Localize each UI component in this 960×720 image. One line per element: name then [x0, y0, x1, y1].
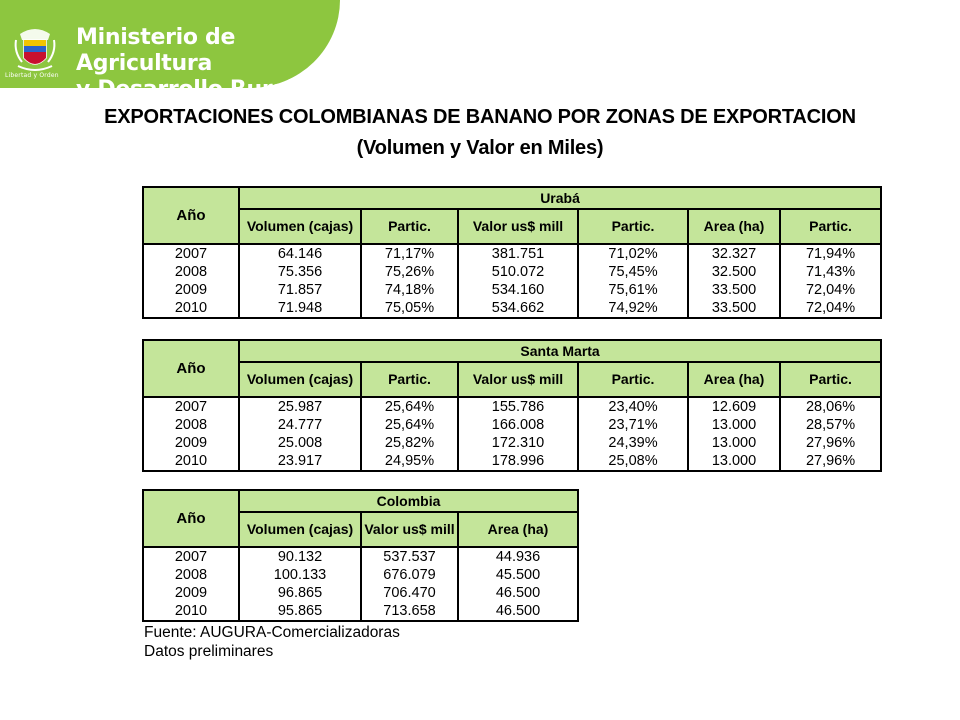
table-cell: 72,04%: [780, 281, 881, 299]
source-note: Fuente: AUGURA-Comercializadoras: [144, 624, 400, 641]
table-cell: 100.133: [239, 566, 361, 584]
table-cell: 71,94%: [780, 244, 881, 263]
table-cell: 71,43%: [780, 263, 881, 281]
table-cell: 25,82%: [361, 434, 458, 452]
column-header: Area (ha): [688, 362, 780, 397]
table-cell: 172.310: [458, 434, 578, 452]
year-header: Año: [143, 187, 239, 244]
table-cell: 75.356: [239, 263, 361, 281]
table-cell: 2010: [143, 299, 239, 318]
table-cell: 676.079: [361, 566, 458, 584]
table-cell: 2008: [143, 566, 239, 584]
table-cell: 2010: [143, 452, 239, 471]
table-cell: 27,96%: [780, 434, 881, 452]
table-cell: 75,26%: [361, 263, 458, 281]
table-cell: 381.751: [458, 244, 578, 263]
preliminary-note: Datos preliminares: [144, 643, 274, 660]
table-cell: 96.865: [239, 584, 361, 602]
table-cell: 25.008: [239, 434, 361, 452]
table-cell: 71.948: [239, 299, 361, 318]
table-cell: 13.000: [688, 452, 780, 471]
table-cell: 90.132: [239, 547, 361, 566]
column-header: Partic.: [780, 209, 881, 244]
ministry-line-2: y Desarrollo Rural: [76, 77, 295, 102]
table-cell: 537.537: [361, 547, 458, 566]
table-cell: 2010: [143, 602, 239, 621]
column-header: Partic.: [780, 362, 881, 397]
table-cell: 510.072: [458, 263, 578, 281]
table-cell: 2008: [143, 263, 239, 281]
table-cell: 64.146: [239, 244, 361, 263]
table-cell: 13.000: [688, 416, 780, 434]
table-cell: 23,71%: [578, 416, 688, 434]
column-header: Area (ha): [458, 512, 578, 547]
table-row: [143, 566, 578, 584]
table-cell: 2007: [143, 547, 239, 566]
column-header: Valor us$ mill: [458, 362, 578, 397]
table-cell: 166.008: [458, 416, 578, 434]
table-cell: 46.500: [458, 602, 578, 621]
zone-header: Colombia: [239, 490, 578, 512]
table-cell: 534.160: [458, 281, 578, 299]
column-header: Volumen (cajas): [239, 512, 361, 547]
table-cell: 25.987: [239, 397, 361, 416]
zone-header: Urabá: [239, 187, 881, 209]
zone-header: Santa Marta: [239, 340, 881, 362]
table-cell: 25,64%: [361, 397, 458, 416]
column-header: Partic.: [361, 362, 458, 397]
table-cell: 23.917: [239, 452, 361, 471]
santa-marta-table: [142, 339, 882, 472]
table-cell: 2008: [143, 416, 239, 434]
table-cell: 23,40%: [578, 397, 688, 416]
table-cell: 32.500: [688, 263, 780, 281]
year-header: Año: [143, 340, 239, 397]
table-cell: 44.936: [458, 547, 578, 566]
table-cell: 2009: [143, 584, 239, 602]
table-row: [143, 602, 578, 621]
page-title: EXPORTACIONES COLOMBIANAS DE BANANO POR ZONAS DE EXPORTACION: [104, 106, 856, 128]
table-cell: 2007: [143, 244, 239, 263]
ministry-banner: [0, 0, 340, 102]
uraba-table: [142, 186, 882, 319]
table-cell: 95.865: [239, 602, 361, 621]
table-cell: 2007: [143, 397, 239, 416]
table-row: [143, 397, 881, 416]
year-header: Año: [143, 490, 239, 547]
table-row: [143, 244, 881, 263]
table-cell: 25,64%: [361, 416, 458, 434]
table-row: [143, 299, 881, 318]
table-cell: 25,08%: [578, 452, 688, 471]
table-row: [143, 452, 881, 471]
column-header: Volumen (cajas): [239, 362, 361, 397]
table-cell: 32.327: [688, 244, 780, 263]
table-cell: 74,92%: [578, 299, 688, 318]
table-cell: 75,05%: [361, 299, 458, 318]
table-cell: 534.662: [458, 299, 578, 318]
column-header: Valor us$ mill: [361, 512, 458, 547]
table-cell: 2009: [143, 281, 239, 299]
table-cell: 24.777: [239, 416, 361, 434]
table-cell: 71.857: [239, 281, 361, 299]
ministry-name: [76, 25, 340, 103]
table-cell: 45.500: [458, 566, 578, 584]
table-cell: 2009: [143, 434, 239, 452]
table-row: [143, 416, 881, 434]
table-cell: 46.500: [458, 584, 578, 602]
table-cell: 13.000: [688, 434, 780, 452]
table-cell: 33.500: [688, 299, 780, 318]
column-header: Partic.: [361, 209, 458, 244]
table-row: [143, 263, 881, 281]
table-cell: 24,95%: [361, 452, 458, 471]
table-cell: 706.470: [361, 584, 458, 602]
table-cell: 713.658: [361, 602, 458, 621]
column-header: Area (ha): [688, 209, 780, 244]
page-subtitle: (Volumen y Valor en Miles): [356, 137, 604, 159]
table-cell: 28,06%: [780, 397, 881, 416]
table-cell: 71,02%: [578, 244, 688, 263]
colombia-table: [142, 489, 579, 622]
table-row: [143, 584, 578, 602]
seal-caption: Libertad y Orden: [5, 72, 59, 79]
table-cell: 75,45%: [578, 263, 688, 281]
table-cell: 33.500: [688, 281, 780, 299]
column-header: Volumen (cajas): [239, 209, 361, 244]
table-cell: 74,18%: [361, 281, 458, 299]
ministry-line-1: Ministerio de Agricultura: [76, 25, 236, 76]
table-cell: 27,96%: [780, 452, 881, 471]
column-header: Partic.: [578, 362, 688, 397]
table-row: [143, 434, 881, 452]
coat-of-arms-icon: [10, 20, 60, 80]
table-cell: 28,57%: [780, 416, 881, 434]
table-row: [143, 547, 578, 566]
column-header: Partic.: [578, 209, 688, 244]
table-row: [143, 281, 881, 299]
table-cell: 72,04%: [780, 299, 881, 318]
table-cell: 178.996: [458, 452, 578, 471]
table-cell: 71,17%: [361, 244, 458, 263]
table-cell: 75,61%: [578, 281, 688, 299]
column-header: Valor us$ mill: [458, 209, 578, 244]
table-cell: 12.609: [688, 397, 780, 416]
table-cell: 24,39%: [578, 434, 688, 452]
table-cell: 155.786: [458, 397, 578, 416]
